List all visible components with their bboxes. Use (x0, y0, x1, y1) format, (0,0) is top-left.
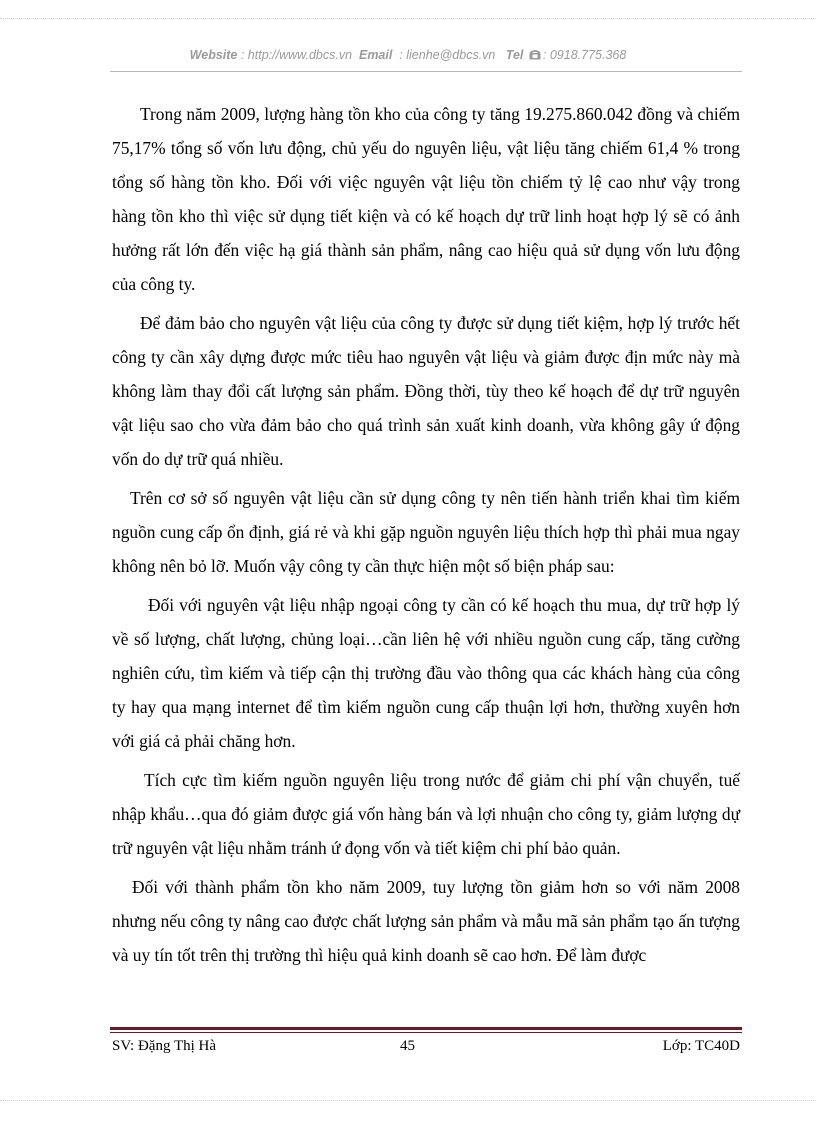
phone-icon (529, 49, 541, 59)
page-edge-bottom (0, 1100, 816, 1101)
footer-rule-thin (110, 1032, 742, 1033)
footer-student: SV: Đặng Thị Hà (112, 1038, 217, 1054)
body-text (112, 97, 740, 977)
footer-page-number: 45 (400, 1038, 415, 1054)
paragraph-5: Tích cực tìm kiếm nguồn nguyên liệu trong nước để giảm chi phí vận chuyển, tuế nhập khẩu…qua đó giảm được giá vốn hàng bán và lợi nhuận cho công ty, giảm lượng dự trữ nguyên vật liệu nhằm tránh ứ đọng vốn và tiết kiệm chi phí bảo quản. (112, 770, 740, 858)
page-footer (112, 1038, 740, 1060)
header-rule (110, 71, 742, 72)
email-value: : lienhe@dbcs.vn (399, 48, 496, 62)
paragraph-1: Trong năm 2009, lượng hàng tồn kho của công ty tăng 19.275.860.042 đồng và chiếm 75,17% tổng số vốn lưu động, chủ yếu do nguyên liệu, vật liệu tăng chiếm 61,4 % trong tổng số hàng tồn kho. Đối với việc nguyên vật liệu tồn chiếm tỷ lệ cao như vậy trong hàng tồn kho thì việc sử dụng tiết kiện và có kế hoạch dự trữ linh hoạt hợp lý sẽ có ảnh hưởng rất lớn đến việc hạ giá thành sản phẩm, nâng cao hiệu quả sử dụng vốn lưu động của công ty. (112, 104, 740, 294)
paragraph-2: Để đảm bảo cho nguyên vật liệu của công ty được sử dụng tiết kiệm, hợp lý trước hết công ty cần xây dựng được mức tiêu hao nguyên vật liệu và giảm được địn mức này mà không làm thay đổi cất lượng sản phẩm. Đồng thời, tùy theo kế hoạch để dự trữ nguyên vật liệu sao cho vừa đảm bảo cho quá trình sản xuất kinh doanh, vừa không gây ứ động vốn do dự trữ quá nhiều. (112, 313, 740, 469)
tel-value: : 0918.775.368 (542, 48, 627, 62)
page-edge-top (0, 18, 816, 19)
footer-class: Lớp: TC40D (662, 1038, 740, 1054)
paragraph-3: Trên cơ sở số nguyên vật liệu cần sử dụng công ty nên tiến hành triển khai tìm kiếm nguồn cung cấp ổn định, giá rẻ và khi gặp nguồn nguyên liệu thích hợp thì phải mua ngay không nên bỏ lỡ. Muốn vậy công ty cần thực hiện một số biện pháp sau: (112, 488, 740, 576)
page-header (0, 48, 816, 62)
tel-label: Tel (505, 48, 524, 62)
email-label: Email (358, 48, 393, 62)
website-value: : http://www.dbcs.vn (240, 48, 353, 62)
paragraph-6: Đối với thành phẩm tồn kho năm 2009, tuy lượng tồn giảm hơn so với năm 2008 nhưng nếu công ty nâng cao được chất lượng sản phẩm và mẫu mã sản phẩm tạo ấn tượng và uy tín tốt trên thị trường thì hiệu quả kinh doanh sẽ cao hơn. Để làm được (112, 877, 740, 965)
paragraph-4: Đối với nguyên vật liệu nhập ngoại công ty cần có kế hoạch thu mua, dự trữ hợp lý về số lượng, chất lượng, chủng loại…cần liên hệ với nhiều nguồn cung cấp, tăng cường nghiên cứu, tìm kiếm và tiếp cận thị trường đầu vào thông qua các khách hàng của công ty hay qua mạng internet để tìm kiếm nguồn cung cấp thuận lợi hơn, thường xuyên hơn với giá cả phải chăng hơn. (112, 595, 740, 751)
website-label: Website (189, 48, 238, 62)
footer-rule-thick (110, 1027, 742, 1030)
